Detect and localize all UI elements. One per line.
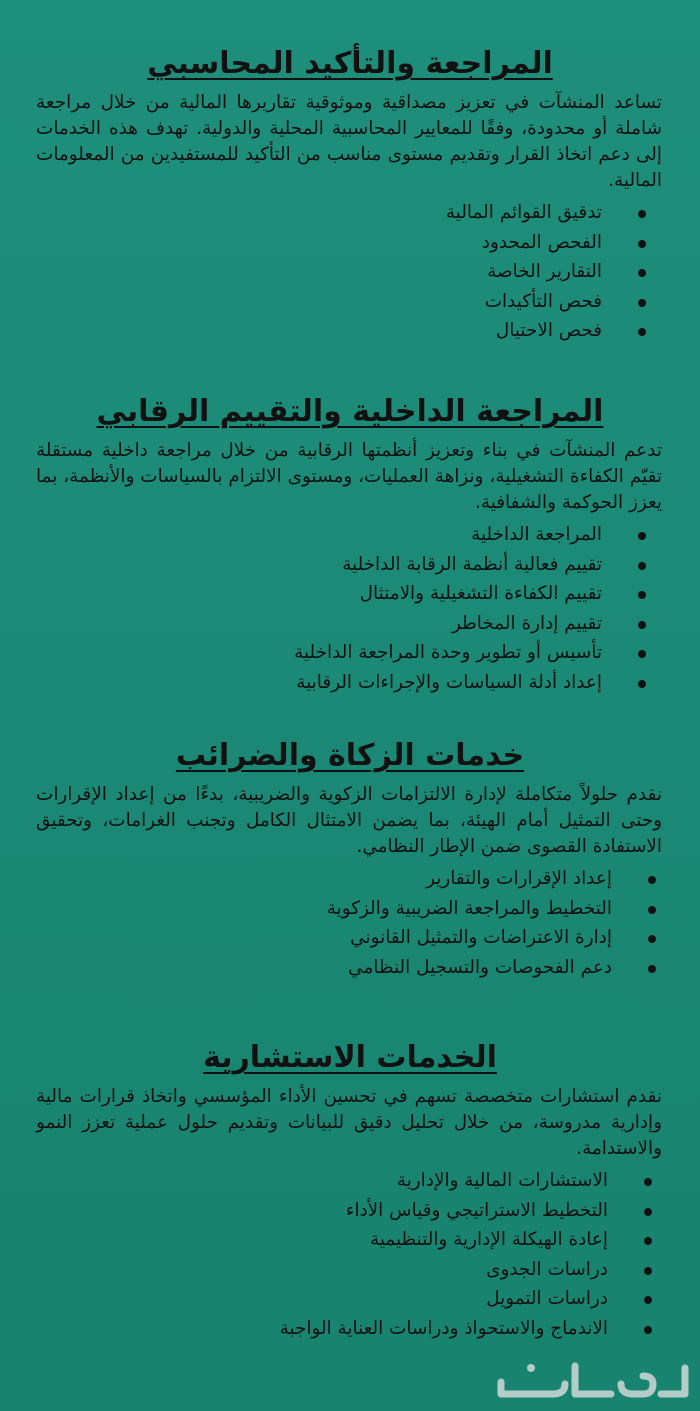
- bullet-icon: [648, 935, 656, 943]
- list-item: [0, 638, 602, 668]
- bullet-icon: [638, 650, 646, 658]
- bullet-icon: [644, 1326, 652, 1334]
- bullet-icon: [638, 210, 646, 218]
- list-item-text: المراجعة الداخلية: [471, 524, 602, 545]
- bullet-list: [0, 1166, 608, 1343]
- list-item-text: إعداد الإقرارات والتقارير: [426, 868, 612, 889]
- section-heading: خدمات الزكاة والضرائب: [175, 738, 525, 773]
- list-item: [0, 1166, 608, 1196]
- bullet-icon: [644, 1296, 652, 1304]
- bullet-icon: [648, 876, 656, 884]
- list-item-text: تقييم فعالية أنظمة الرقابة الداخلية: [342, 553, 602, 575]
- section-audit-assurance: [0, 44, 700, 346]
- list-item: [0, 287, 602, 317]
- bullet-icon: [638, 328, 646, 336]
- bullet-icon: [644, 1267, 652, 1275]
- bullet-icon: [638, 591, 646, 599]
- section-paragraph: تساعد المنشآت في تعزيز مصداقية وموثوقية تقاريرها المالية من خلال مراجعة شاملة أو محدودة، وفقًا للمعايير المحاسبية المحلية والدولية. تهدف هذه الخدمات إلى دعم اتخاذ القرار وتقديم مستوى مناسب من التأكيد للمستفيدين من المعلومات المالية.: [36, 92, 662, 191]
- haraj-watermark-logo: [493, 1354, 693, 1404]
- section-paragraph: نقدم حلولاً متكاملة لإدارة الالتزامات الزكوية والضريبية، بدءًا من إعداد الإقرارات وحتى التمثيل أمام الهيئة، بما يضمن الامتثال الكامل وتجنب الغرامات، وتحقيق الاستفادة القصوى ضمن الإطار النظامي.: [36, 784, 662, 857]
- list-item-text: دراسات الجدوى: [486, 1258, 608, 1280]
- bullet-icon: [648, 965, 656, 973]
- list-item: [0, 1255, 608, 1285]
- bullet-icon: [638, 299, 646, 307]
- section-heading: المراجعة الداخلية والتقييم الرقابي: [96, 394, 604, 429]
- list-item: [0, 550, 602, 580]
- bullet-icon: [638, 680, 646, 688]
- section-heading: الخدمات الاستشارية: [203, 1040, 497, 1075]
- list-item-text: إدارة الاعتراضات والتمثيل القانوني: [350, 927, 612, 948]
- list-item: [0, 894, 612, 924]
- section-paragraph: نقدم استشارات متخصصة تسهم في تحسين الأداء المؤسسي واتخاذ قرارات مالية وإدارية مدروسة، من خلال تحليل دقيق للبيانات وتقديم حلول عملية تعزز النمو والاستدامة.: [36, 1086, 662, 1159]
- list-item: [0, 1225, 608, 1255]
- bullet-icon: [638, 562, 646, 570]
- list-item: [0, 1284, 608, 1314]
- list-item-text: تقييم إدارة المخاطر: [452, 612, 602, 634]
- list-item-text: الاستشارات المالية والإدارية: [396, 1170, 608, 1191]
- list-item-text: إعداد أدلة السياسات والإجراءات الرقابية: [296, 671, 602, 693]
- list-item: [0, 923, 612, 953]
- list-item-text: التخطيط الاستراتيجي وقياس الأداء: [345, 1199, 608, 1221]
- list-item: [0, 1314, 608, 1344]
- list-item-text: الفحص المحدود: [481, 231, 602, 253]
- list-item: [0, 198, 602, 228]
- list-item: [0, 953, 612, 983]
- list-item-text: تأسيس أو تطوير وحدة المراجعة الداخلية: [294, 642, 602, 663]
- bullet-icon: [638, 532, 646, 540]
- bullet-icon: [644, 1237, 652, 1245]
- list-item-text: دراسات التمويل: [486, 1288, 608, 1309]
- list-item-text: فحص التأكيدات: [484, 290, 602, 312]
- list-item-text: إعادة الهيكلة الإدارية والتنظيمية: [369, 1229, 608, 1250]
- list-item: [0, 579, 602, 609]
- section-heading: المراجعة والتأكيد المحاسبي: [147, 46, 553, 81]
- bullet-icon: [644, 1178, 652, 1186]
- list-item-text: تقييم الكفاءة التشغيلية والامتثال: [359, 583, 602, 604]
- list-item: [0, 1196, 608, 1226]
- bullet-list: [0, 198, 602, 346]
- list-item: [0, 609, 602, 639]
- list-item-text: تدقيق القوائم المالية: [445, 202, 602, 223]
- section-consulting: [0, 1038, 700, 1343]
- list-item-text: التخطيط والمراجعة الضريبية والزكوية: [326, 897, 612, 919]
- list-item: [0, 257, 602, 287]
- list-item-text: دعم الفحوصات والتسجيل النظامي: [348, 956, 612, 978]
- bullet-icon: [644, 1208, 652, 1216]
- section-internal-audit: [0, 392, 700, 697]
- list-item: [0, 864, 612, 894]
- list-item: [0, 228, 602, 258]
- section-paragraph: تدعم المنشآت في بناء وتعزيز أنظمتها الرقابية من خلال مراجعة داخلية مستقلة تقيّم الكفاءة التشغيلية، ونزاهة العمليات، ومستوى الالتزام بالسياسات والأنظمة، بما يعزز الحوكمة والشفافية.: [36, 440, 662, 513]
- bullet-list: [0, 520, 602, 697]
- bullet-list: [0, 864, 612, 982]
- bullet-icon: [638, 269, 646, 277]
- list-item: [0, 668, 602, 698]
- bullet-icon: [648, 906, 656, 914]
- section-zakat-tax: [0, 736, 700, 982]
- list-item-text: الاندماج والاستحواذ ودراسات العناية الواجبة: [279, 1317, 608, 1339]
- list-item-text: التقارير الخاصة: [487, 261, 602, 282]
- bullet-icon: [638, 240, 646, 248]
- list-item-text: فحص الاحتيال: [495, 320, 602, 341]
- bullet-icon: [638, 621, 646, 629]
- list-item: [0, 316, 602, 346]
- list-item: [0, 520, 602, 550]
